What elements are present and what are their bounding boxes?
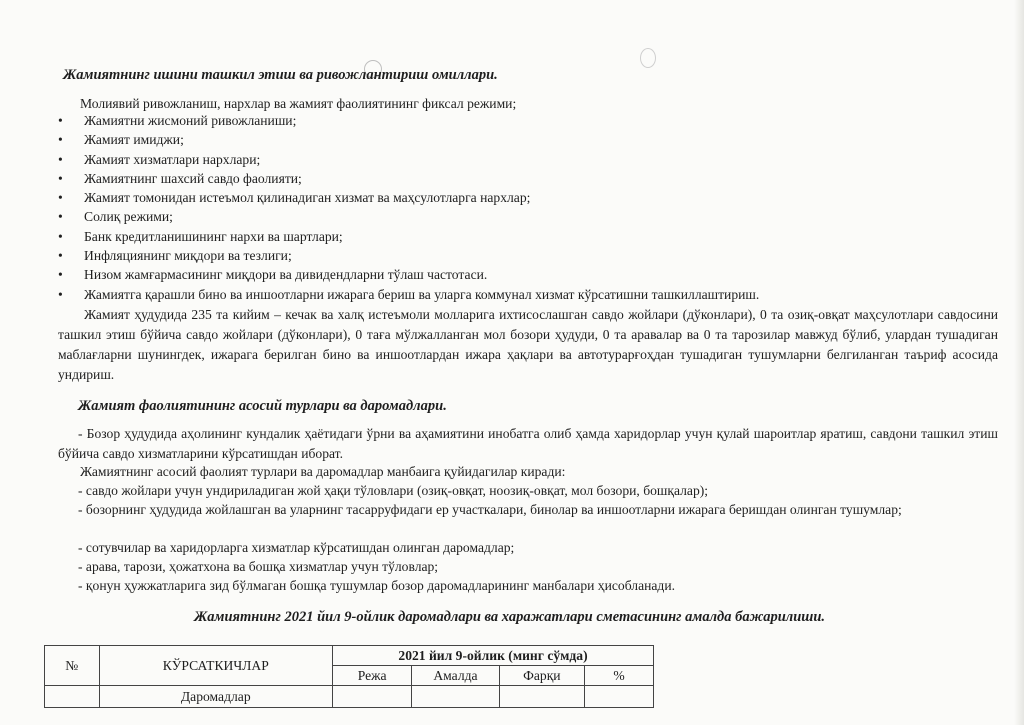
list-item-text: Инфляциянинг миқдори ва тезлиги; (84, 248, 292, 264)
table-cell (333, 686, 412, 708)
section2-item-1: - савдо жойлари учун ундириладиган жой ҳақи тўловлари (озиқ-овқат, ноозиқ-овқат, мол бозори, бошқалар); (78, 483, 709, 498)
list-item (58, 150, 759, 169)
table-header-row (45, 646, 654, 666)
list-item (58, 188, 759, 207)
list-item (58, 169, 759, 188)
table-row (45, 686, 654, 708)
column-header-difference: Фарқи (499, 666, 584, 686)
list-item-text: Жамиятни жисмоний ривожланиши; (84, 113, 297, 128)
bullet-marker: • (58, 170, 63, 186)
table-cell (585, 686, 654, 708)
bullet-marker: • (58, 190, 63, 206)
column-header-number: № (45, 646, 100, 686)
column-header-period: 2021 йил 9-ойлик (минг сўмда) (333, 646, 654, 666)
section1-paragraph: Жамият ҳудудида 235 та кийим – кечак ва халқ истеъмоли молларига ихтисослашган савдо жойлари (дўконлари), 0 та озиқ-овқат маҳсулотлари савдосини ташкил этиш бўйича савдо жойлари (дўконлари), 0 таға мўлжалланган мол бозори ҳудуди, 0 та аравалар ва 0 та тарозилар мавжуд бўлиб, улардан тушадиган маблағларни шунингдек, ижарага берилган бино ва иншоотлардан ижара ҳақлари ва автотурарғоҳдан тушадиган тушумларни белгиланган таъриф асосида ундириш. (58, 307, 998, 382)
column-header-indicators: КЎРСАТКИЧЛАР (99, 646, 333, 686)
list-item-text: Солиқ режими; (84, 209, 173, 225)
section2-item-2: - бозорнинг ҳудудида жойлашган ва уларнинг тасарруфидаги ер участкалари, бинолар ва иншоотларни ижарага беришдан олинган тушумлар; (78, 502, 902, 517)
scan-mark-arc (640, 48, 656, 68)
section2-item-4: - арава, тарози, ҳожатхона ва бошқа хизматлар учун тўловлар; (78, 559, 439, 574)
list-item (58, 246, 759, 265)
bullet-marker: • (58, 248, 63, 264)
column-header-actual: Амалда (412, 666, 499, 686)
bullet-marker: • (58, 228, 63, 244)
scan-edge-shade (1014, 0, 1024, 725)
table-cell (499, 686, 584, 708)
bullet-marker: • (58, 286, 63, 302)
section1-intro: Молиявий ривожланиш, нархлар ва жамият фаолиятининг фиксал режими; (80, 96, 517, 111)
column-header-plan: Режа (333, 666, 412, 686)
section2-item-3: - сотувчилар ва харидорларга хизматлар кўрсатишдан олинган даромадлар; (78, 540, 515, 555)
list-item-text: Жамият хизматлари нархлари; (84, 151, 261, 167)
bullet-marker: • (58, 113, 63, 128)
list-item (58, 111, 759, 130)
section1-title: Жамиятнинг ишини ташкил этиш ва ривожлантириш омиллари. (63, 67, 498, 83)
list-item-text: Жамият томонидан истеъмол қилинадиган хизмат ва маҳсулотларга нархлар; (84, 190, 531, 206)
column-header-percent: % (585, 666, 654, 686)
bullet-marker: • (58, 209, 63, 225)
list-item (58, 285, 759, 304)
table-cell (412, 686, 499, 708)
section2-paragraph-2: Жамиятнинг асосий фаолият турлари ва даромадлар манбаига қуйидагилар киради: (80, 464, 566, 479)
list-item-text: Жамиятга қарашли бино ва иншоотларни ижарага бериш ва уларга коммунал хизмат кўрсатишни ташкиллаштириш. (84, 286, 760, 302)
section2-title: Жамият фаолиятининг асосий турлари ва даромадлари. (78, 398, 447, 414)
table-title: Жамиятнинг 2021 йил 9-ойлик даромадлари ва харажатлари сметасининг амалда бажарилиши. (194, 609, 826, 625)
list-item-text: Жамиятнинг шахсий савдо фаолияти; (84, 170, 302, 186)
section1-bullet-list (58, 111, 759, 304)
list-item (58, 207, 759, 226)
list-item-text: Банк кредитланишининг нархи ва шартлари; (84, 228, 343, 244)
estimate-table (44, 645, 654, 708)
bullet-marker: • (58, 267, 63, 283)
section2-paragraph-1: - Бозор ҳудудида аҳолининг кундалик ҳаётидаги ўрни ва аҳамиятини инобатга олиб ҳамда харидорлар учун қулай шароитлар яратиш, савдони ташкил этиш бўйича савдо хизматларини кўрсатишдан иборат. (58, 426, 998, 461)
row-label-income: Даромадлар (99, 686, 333, 708)
table-cell (45, 686, 100, 708)
bullet-marker: • (58, 132, 63, 148)
list-item (58, 130, 759, 149)
bullet-marker: • (58, 151, 63, 167)
list-item-text: Низом жамғармасининг миқдори ва дивидендларни тўлаш частотаси. (84, 267, 488, 283)
section2-item-5: - қонун ҳужжатларига зид бўлмаган бошқа тушумлар бозор даромадларининг манбалари ҳисобланади. (78, 578, 676, 593)
list-item-text: Жамият имиджи; (84, 132, 184, 148)
list-item (58, 227, 759, 246)
list-item (58, 265, 759, 284)
